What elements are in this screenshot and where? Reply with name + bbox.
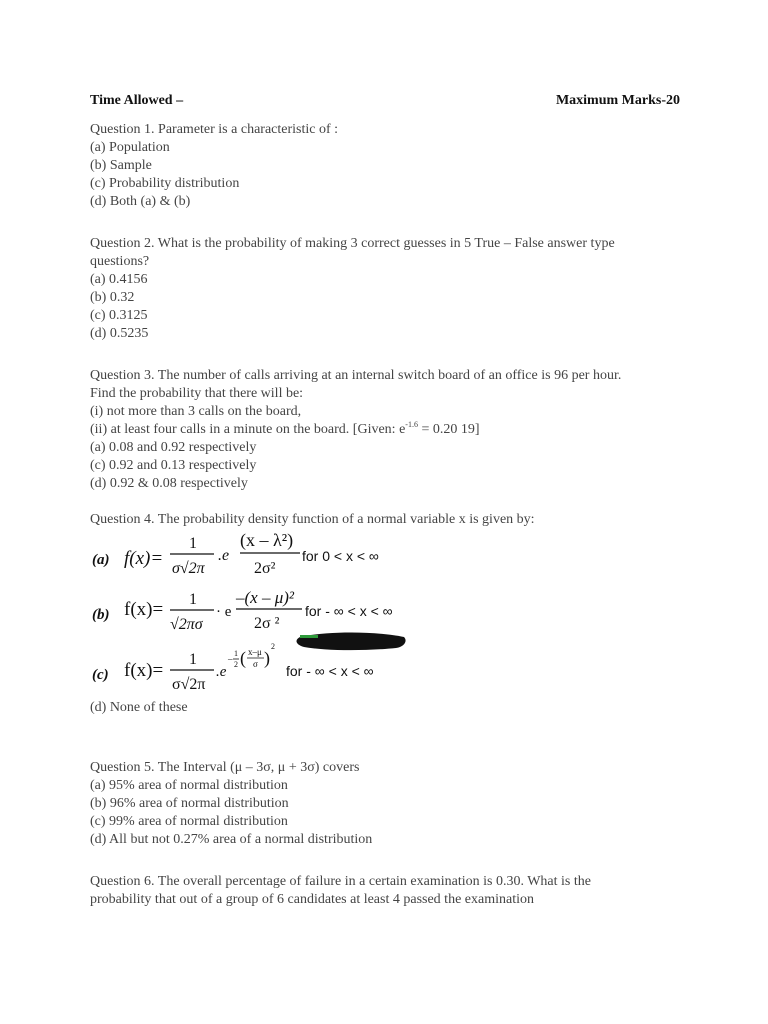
question-1-option-a: (a) Population (90, 140, 170, 155)
question-1-option-d: (d) Both (a) & (b) (90, 194, 191, 209)
formula-c-paren-open: ( (240, 648, 246, 668)
formula-c-minus: – (228, 654, 233, 664)
spacer (90, 493, 680, 511)
question-1-option-b: (b) Sample (90, 158, 152, 173)
question-3-part-ii (90, 421, 680, 439)
formula-a-lhs: f(x)= (124, 548, 164, 569)
question-5-option-a: (a) 95% area of normal distribution (90, 778, 288, 793)
watermark-green (300, 635, 318, 638)
question-3-option-a: (a) 0.08 and 0.92 respectively (90, 440, 257, 455)
question-3-stem: Question 3. The number of calls arriving at an internal switch board of an office is 96 per hour. (90, 368, 622, 383)
formula-b-label: (b) (92, 607, 110, 623)
formula-c-e: .e (216, 664, 227, 680)
formula-a-exp-den: 2σ² (254, 560, 276, 577)
formula-a-num: 1 (189, 535, 197, 552)
spacer (90, 343, 680, 367)
formula-c-label: (c) (92, 667, 109, 683)
question-1-stem: Question 1. Parameter is a characteristic of : (90, 122, 339, 137)
question-2-stem: Question 2. What is the probability of making 3 correct guesses in 5 True – False answer type (90, 236, 615, 251)
formula-b-den: √2πσ (170, 616, 203, 633)
formula-c-paren-close: ) (264, 648, 270, 668)
formula-options (90, 529, 680, 699)
formula-b-num: 1 (189, 591, 197, 608)
question-6-stem: Question 6. The overall percentage of failure in a certain examination is 0.30. What is the (90, 874, 591, 889)
formula-c-exp-frac-num: 1 (234, 649, 238, 658)
formula-a-den: σ√2π (172, 560, 205, 577)
formula-c-lhs: f(x)= (124, 660, 164, 681)
question-6-stem-cont: probability that out of a group of 6 candidates at least 4 passed the examination (90, 892, 534, 907)
question-2-option-a: (a) 0.4156 (90, 272, 148, 287)
formula-b-lhs: f(x)= (124, 599, 164, 620)
question-3-given-prefix: (ii) at least four calls in a minute on the board. [Given: e (90, 422, 406, 437)
formula-a-e: .e (218, 547, 230, 564)
formula-c-exp-inner-den: σ (253, 659, 258, 669)
question-5-option-d: (d) All but not 0.27% area of a normal distribution (90, 832, 373, 847)
question-3-given-exponent: -1.6 (405, 420, 418, 429)
formula-b-e: · e (216, 604, 232, 620)
question-5 (90, 759, 680, 849)
question-3-option-c: (c) 0.92 and 0.13 respectively (90, 458, 257, 473)
paper-header (90, 92, 680, 110)
formula-image (86, 531, 426, 703)
formula-c-exp-power: 2 (271, 642, 275, 651)
formula-a (92, 531, 379, 577)
formula-c-den: σ√2π (172, 676, 206, 693)
question-1-option-c: (c) Probability distribution (90, 176, 240, 191)
question-3-given-suffix: = 0.20 19] (417, 422, 480, 437)
formula-a-exp-num: (x – λ²) (240, 531, 294, 550)
formula-b-range: for - ∞ < x < ∞ (305, 603, 393, 619)
question-2-option-d: (d) 0.5235 (90, 326, 149, 341)
question-1 (90, 121, 680, 211)
formula-c-exp-frac-den: 2 (234, 660, 238, 669)
formula-b-exp-den: 2σ ² (254, 615, 280, 632)
question-3-stem-cont: Find the probability that there will be: (90, 386, 304, 401)
time-allowed-label: Time Allowed – (90, 93, 184, 108)
question-6 (90, 873, 680, 909)
question-5-stem: Question 5. The Interval (μ – 3σ, μ + 3σ) covers (90, 760, 360, 775)
formula-a-range: for 0 < x < ∞ (302, 548, 379, 564)
question-2-option-c: (c) 0.3125 (90, 308, 148, 323)
spacer (90, 211, 680, 235)
formula-c-exp-inner-num: x–μ (248, 647, 262, 657)
question-3-option-d: (d) 0.92 & 0.08 respectively (90, 476, 248, 491)
question-2-option-b: (b) 0.32 (90, 290, 135, 305)
question-4-option-d: (d) None of these (90, 700, 188, 715)
question-paper (90, 92, 680, 909)
question-5-option-b: (b) 96% area of normal distribution (90, 796, 289, 811)
question-4 (90, 511, 680, 717)
question-4-stem: Question 4. The probability density function of a normal variable x is given by: (90, 512, 535, 527)
maximum-marks-label: Maximum Marks-20 (555, 93, 680, 108)
formula-c-range: for - ∞ < x < ∞ (286, 663, 374, 679)
question-2-stem-cont: questions? (90, 254, 150, 269)
question-2 (90, 235, 680, 343)
spacer (90, 717, 680, 759)
formula-b-exp-num: –(x – μ)² (236, 588, 294, 607)
spacer (90, 849, 680, 873)
formula-c-num: 1 (189, 651, 197, 668)
question-3-part-i: (i) not more than 3 calls on the board, (90, 404, 302, 419)
question-3 (90, 367, 680, 493)
formula-b (92, 588, 393, 633)
question-5-option-c: (c) 99% area of normal distribution (90, 814, 288, 829)
formula-a-label: (a) (92, 552, 110, 568)
